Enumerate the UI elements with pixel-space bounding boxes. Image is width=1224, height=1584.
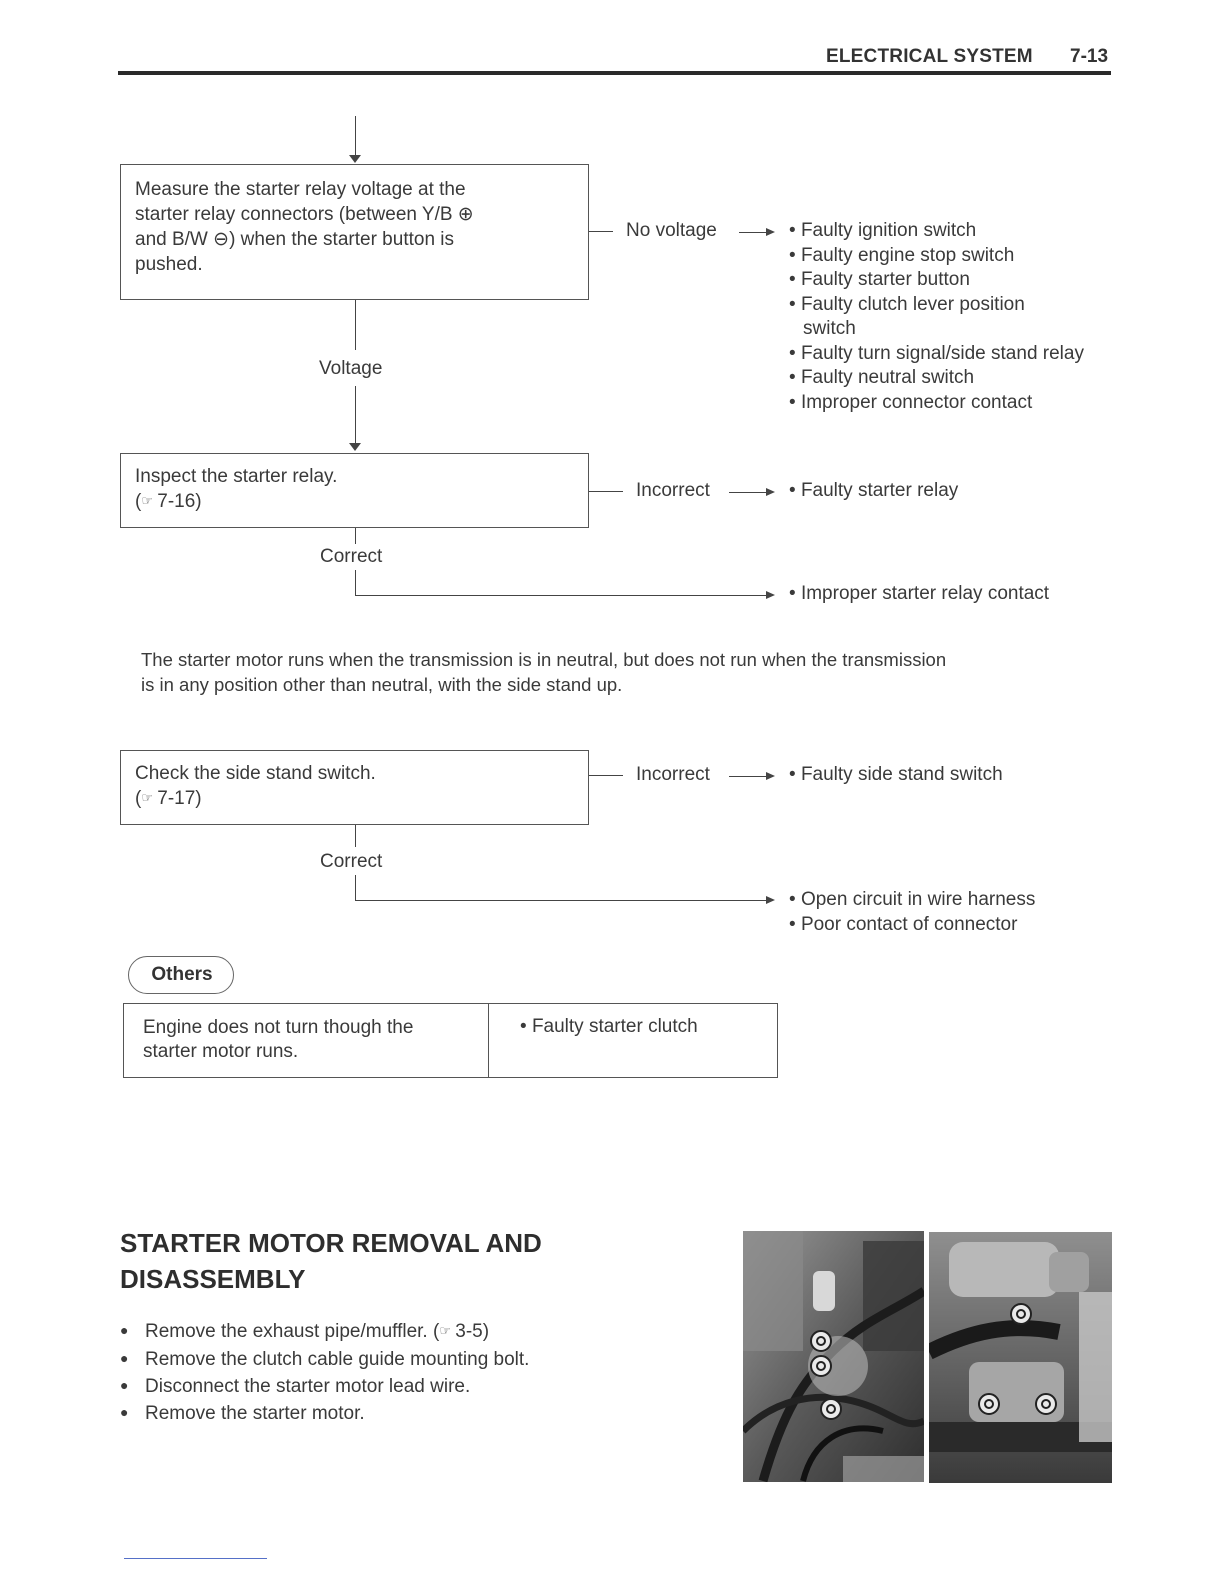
reference-icon: ☞ [141,790,152,805]
correct-label: Correct [320,851,383,872]
engine-photo-right [929,1232,1112,1483]
voltage-connector-top [355,300,356,350]
incorrect-connector [589,491,623,492]
section-title: ELECTRICAL SYSTEM [826,46,1033,67]
procedure-step [120,1400,365,1426]
bullet-icon: ● [120,1322,129,1338]
cause-item: • Improper starter relay contact [789,582,1109,607]
others-tag-label: Others [151,964,213,985]
side-stand-ref [135,785,202,811]
correct-label: Correct [320,546,383,567]
section-heading-line-2: DISASSEMBLY [120,1264,306,1294]
page-number: 7-13 [1070,46,1109,67]
cause-item: • Poor contact of connector [789,913,1109,938]
incorrect-label: Incorrect [636,480,710,501]
inspect-ref [135,488,202,514]
final-cause-list [789,582,1109,607]
cause-item: • Faulty starter button [789,268,1089,293]
engine-photo-left-graphic [743,1231,924,1482]
symptom-line-2: starter motor runs. [143,1041,299,1062]
correct-arrow [766,591,775,599]
cause-item: • Faulty ignition switch [789,219,1089,244]
entry-connector [355,116,356,156]
correct-connector-top [355,825,356,847]
cause-item: • Faulty starter relay [789,479,1089,504]
harness-cause-list [789,888,1109,937]
step-text: Remove the starter motor. [145,1403,365,1424]
measure-voltage-box [120,164,589,300]
procedure-step [120,1373,470,1399]
no-voltage-arrow-line [739,232,767,233]
side-stand-cause-list [789,763,1089,788]
header-rule [118,71,1111,75]
step-text: Remove the clutch cable guide mounting bolt. [145,1349,530,1370]
incorrect-arrow-line [729,492,767,493]
ref-open: ( [135,788,142,809]
bullet-icon: ● [120,1350,129,1366]
section-heading-line-1: STARTER MOTOR REMOVAL AND [120,1228,542,1258]
correct-connector-top [355,528,356,544]
step-text: Disconnect the starter motor lead wire. [145,1376,471,1397]
correct-connector-down [355,570,356,595]
correct-arrow [766,896,775,904]
inspect-line-1: Inspect the starter relay. [135,466,338,487]
ref-page: 3-5) [455,1321,490,1342]
incorrect-connector [589,775,623,776]
engine-photo-right-graphic [929,1232,1112,1483]
voltage-arrow [349,443,361,451]
voltage-label: Voltage [319,358,383,379]
incorrect-label: Incorrect [636,764,710,785]
voltage-connector-bottom [355,386,356,444]
procedure-step [120,1318,489,1344]
side-stand-box [120,750,589,825]
cause-item: • Open circuit in wire harness [789,888,1109,913]
reference-icon: ☞ [439,1323,450,1338]
relay-cause-list [789,479,1089,504]
no-voltage-causes [789,219,1089,415]
side-stand-line-1: Check the side stand switch. [135,763,376,784]
step-text: Remove the exhaust pipe/muffler. ( [145,1321,440,1342]
no-voltage-arrow [766,228,775,236]
others-cause-list [520,1015,770,1040]
paragraph-line-1: The starter motor runs when the transmission is in neutral, but does not run when the transmission [141,649,947,670]
cause-item: • Faulty clutch lever position switch [789,293,1073,342]
symptom-line-1: Engine does not turn though the [143,1017,414,1038]
cause-item: • Faulty engine stop switch [789,244,1089,269]
measure-line-3: and B/W ⊖) when the starter button is [135,229,455,250]
ref-page: 7-17) [157,788,202,809]
cause-item: • Faulty side stand switch [789,763,1089,788]
engine-photo-left [743,1231,924,1482]
correct-connector-right [355,595,767,596]
procedure-step [120,1346,529,1372]
cause-item: • Improper connector contact [789,391,1089,416]
others-tag [128,956,234,994]
incorrect-arrow [766,488,775,496]
ref-page: 7-16) [157,491,202,512]
measure-line-4: pushed. [135,254,203,275]
no-voltage-label: No voltage [626,220,717,241]
others-table [123,1003,778,1078]
ref-open: ( [135,491,142,512]
cause-item: • Faulty starter clutch [520,1015,770,1040]
bullet-icon: ● [120,1377,129,1393]
measure-line-1: Measure the starter relay voltage at the [135,179,466,200]
table-divider [488,1004,489,1077]
incorrect-arrow-line [729,776,767,777]
inspect-relay-box [120,453,589,528]
incorrect-arrow [766,772,775,780]
reference-icon: ☞ [141,493,152,508]
no-voltage-connector [589,231,613,232]
cause-item: • Faulty neutral switch [789,366,1089,391]
footer-rule [124,1558,267,1559]
cause-item: • Faulty turn signal/side stand relay [789,342,1085,367]
entry-arrow [349,155,361,163]
bullet-icon: ● [120,1404,129,1420]
paragraph-line-2: is in any position other than neutral, with the side stand up. [141,674,623,695]
correct-connector-down [355,875,356,900]
correct-connector-right [355,900,767,901]
measure-line-2: starter relay connectors (between Y/B ⊕ [135,204,474,225]
